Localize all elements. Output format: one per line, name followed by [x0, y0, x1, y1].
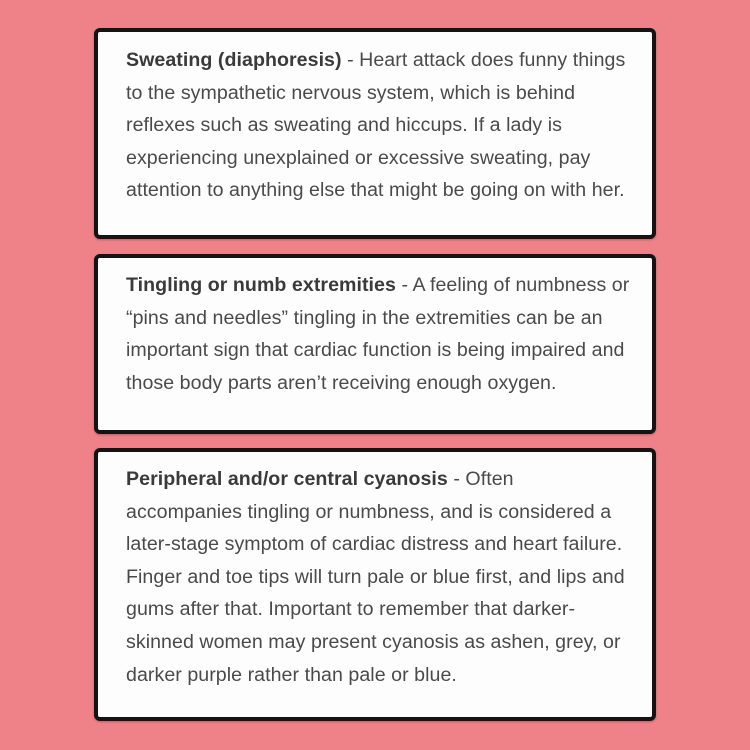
symptom-title: Tingling or numb extremities [126, 274, 396, 296]
symptom-text [126, 463, 634, 691]
title-separator: - [447, 468, 466, 490]
symptom-card-cyanosis [94, 448, 656, 721]
symptom-title: Peripheral and/or central cyanosis [126, 468, 448, 490]
symptom-title: Sweating (diaphoresis) [126, 49, 342, 71]
symptom-description: Heart attack does funny things to the sympathetic nervous system, which is behind reflexes such as sweating and hiccups. If a lady is experiencing unexplained or excessive sweating, pay attention to anything else that might be going on with her. [126, 49, 626, 202]
title-separator: - [395, 274, 413, 296]
symptom-text [126, 269, 634, 399]
symptom-description: Often accompanies tingling or numbness, and is considered a later-stage symptom of cardiac distress and heart failure. Finger and toe tips will turn pale or blue first, and lips and gums after that. Important to remember that darker-skinned women may present cyanosis as ashen, grey, or darker purple rather than pale or blue. [126, 468, 625, 686]
title-separator: - [341, 49, 360, 71]
symptom-text [126, 44, 634, 207]
symptom-card-tingling [94, 254, 656, 434]
symptom-description: A feeling of numbness or “pins and needles” tingling in the extremities can be an important sign that cardiac function is being impaired and those body parts aren’t receiving enough oxygen. [126, 274, 630, 394]
symptom-card-sweating [94, 28, 656, 239]
